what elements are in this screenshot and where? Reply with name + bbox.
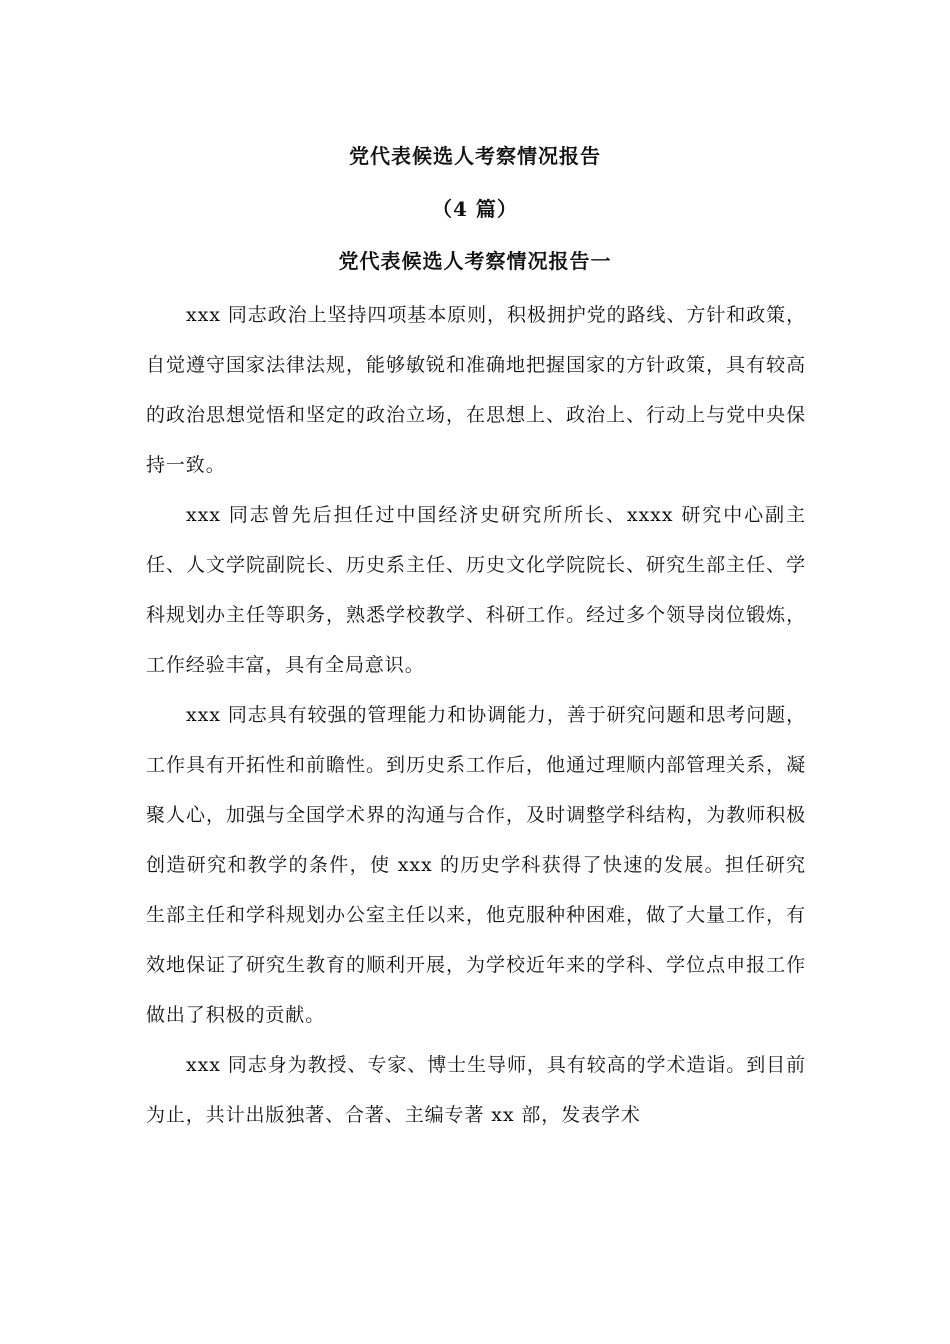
paragraph-3: xxx 同志具有较强的管理能力和协调能力，善于研究问题和思考问题，工作具有开拓性和前瞻性。到历史系工作后，他通过理顺内部管理关系，凝聚人心，加强与全国学术界的沟通与合作，及时调整学科结构，为教师积极创造研究和教学的条件，使 xxx 的历史学科获得了快速的发展。担任研究生部主任和学科规划办公室主任以来，他克服种种困难，做了大量工作，有效地保证了研究生教育的顺利开展，为学校近年来的学科、学位点申报工作做出了积极的贡献。 [146,704,806,1026]
document-count: （4 篇） [432,197,518,221]
document-body [146,290,806,1140]
paragraph-1: xxx 同志政治上坚持四项基本原则，积极拥护党的路线、方针和政策，自觉遵守国家法律法规，能够敏锐和准确地把握国家的方针政策，具有较高的政治思想觉悟和坚定的政治立场，在思想上、政治上、行动上与党中央保持一致。 [146,304,806,476]
paragraph-2: xxx 同志曾先后担任过中国经济史研究所所长、xxxx 研究中心副主任、人文学院副院长、历史系主任、历史文化学院院长、研究生部主任、学科规划办主任等职务，熟悉学校教学、科研工作。经过多个领导岗位锻炼，工作经验丰富，具有全局意识。 [146,504,806,676]
document-title: 党代表候选人考察情况报告 [349,144,601,168]
document-subtitle: 党代表候选人考察情况报告一 [338,249,612,273]
paragraph-4: xxx 同志身为教授、专家、博士生导师，具有较高的学术造诣。到目前为止，共计出版独著、合著、主编专著 xx 部，发表学术 [146,1054,806,1126]
